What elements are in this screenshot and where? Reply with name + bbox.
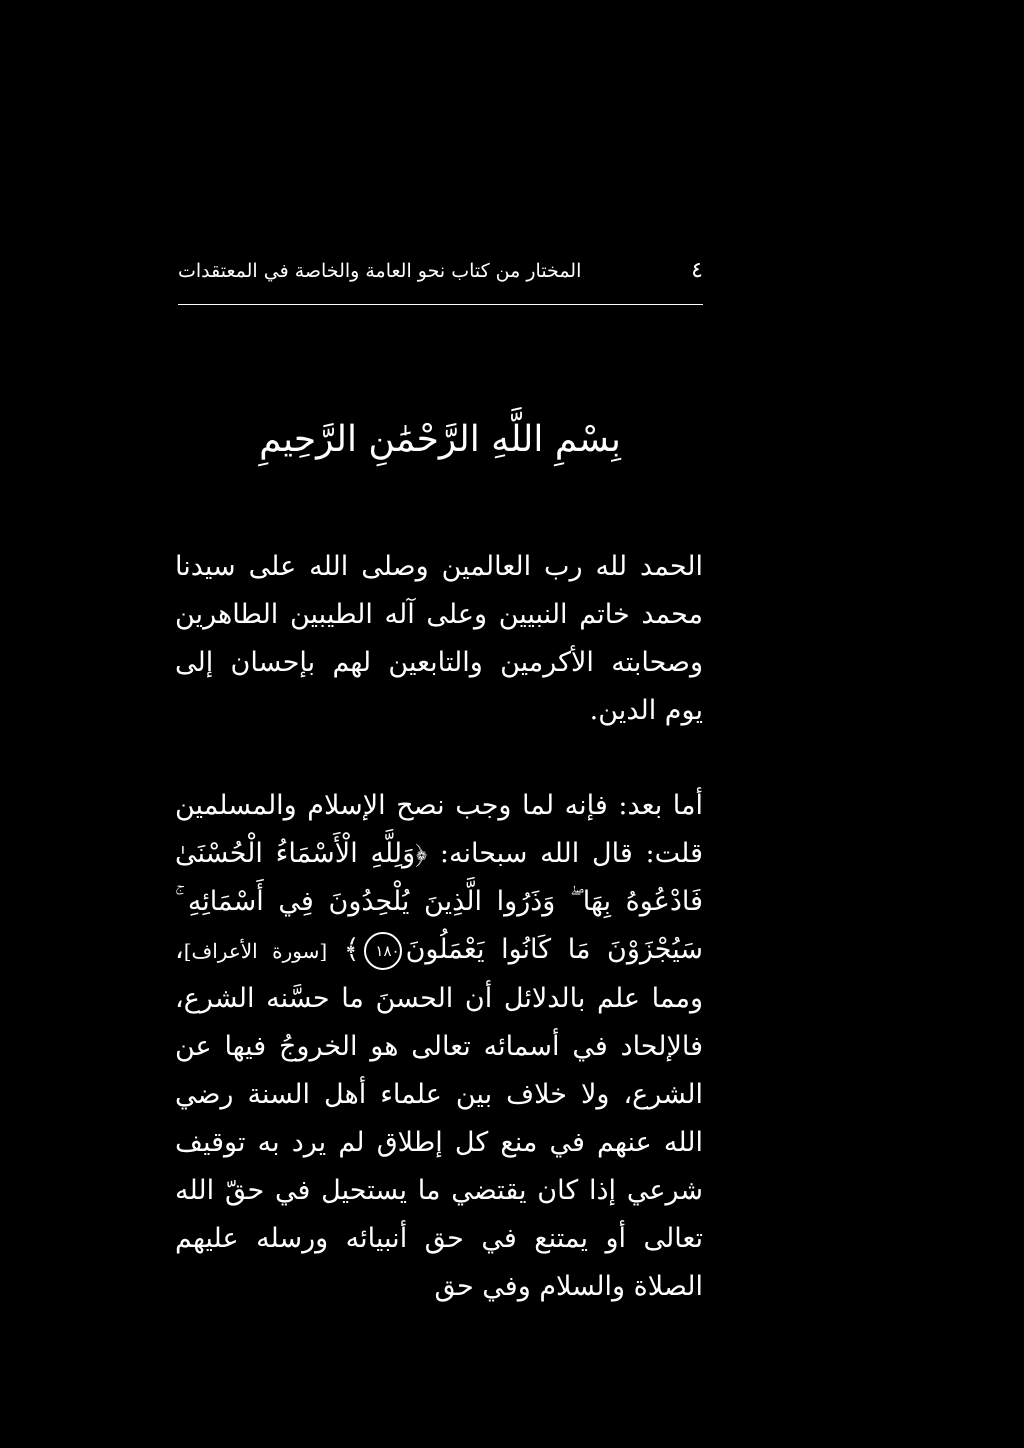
paragraph-continuation: ، ومما علم بالدلائل أن الحسنَ ما حسَّنه الشرع، فالإلحاد في أسمائه تعالى هو الخروجُ فيها عن الشرع، ولا خلاف بين علماء أهل السنة رضي الله عنهم في منع كل إطلاق لم يرد به توقيف شرعي إذا كان يقتضي ما يستحيل في حقّ الله تعالى أو يمتنع في حق أنبيائه ورسله عليهم الصلاة والسلام وفي حق xyxy=(175,934,703,1302)
paragraph-main xyxy=(175,782,703,1311)
page-number: ٤ xyxy=(691,258,703,283)
book-title: المختار من كتاب نحو العامة والخاصة في المعتقدات xyxy=(178,260,582,282)
paragraph-opening-praise: الحمد لله رب العالمين وصلى الله على سيدنا محمد خاتم النبيين وعلى آله الطيبين الطاهرين وصحابته الأكرمين والتابعين لهم بإحسان إلى يوم الدين. xyxy=(175,551,703,726)
quran-open-bracket: ﴿ xyxy=(415,838,428,869)
header-divider xyxy=(178,304,703,305)
basmala: بِسْمِ اللَّهِ الرَّحْمَٰنِ الرَّحِيمِ xyxy=(259,419,621,460)
quran-verse: وَلِلَّهِ الْأَسْمَاءُ الْحُسْنَىٰ فَادْعُوهُ بِهَا ۖ وَذَرُوا الَّذِينَ يُلْحِدُونَ فِي أَسْمَائِهِ ۚ سَيُجْزَوْنَ مَا كَانُوا يَعْمَلُونَ xyxy=(175,838,703,965)
quran-close-bracket: ﴾ xyxy=(343,934,360,965)
running-head xyxy=(178,255,703,287)
ayah-number-marker: ١٨٠ xyxy=(364,932,402,970)
surah-citation: [سورة الأعراف] xyxy=(183,939,328,963)
paragraph-intro: أما بعد: فإنه لما وجب نصح الإسلام والمسلمين قلت: قال الله سبحانه: xyxy=(175,790,703,869)
